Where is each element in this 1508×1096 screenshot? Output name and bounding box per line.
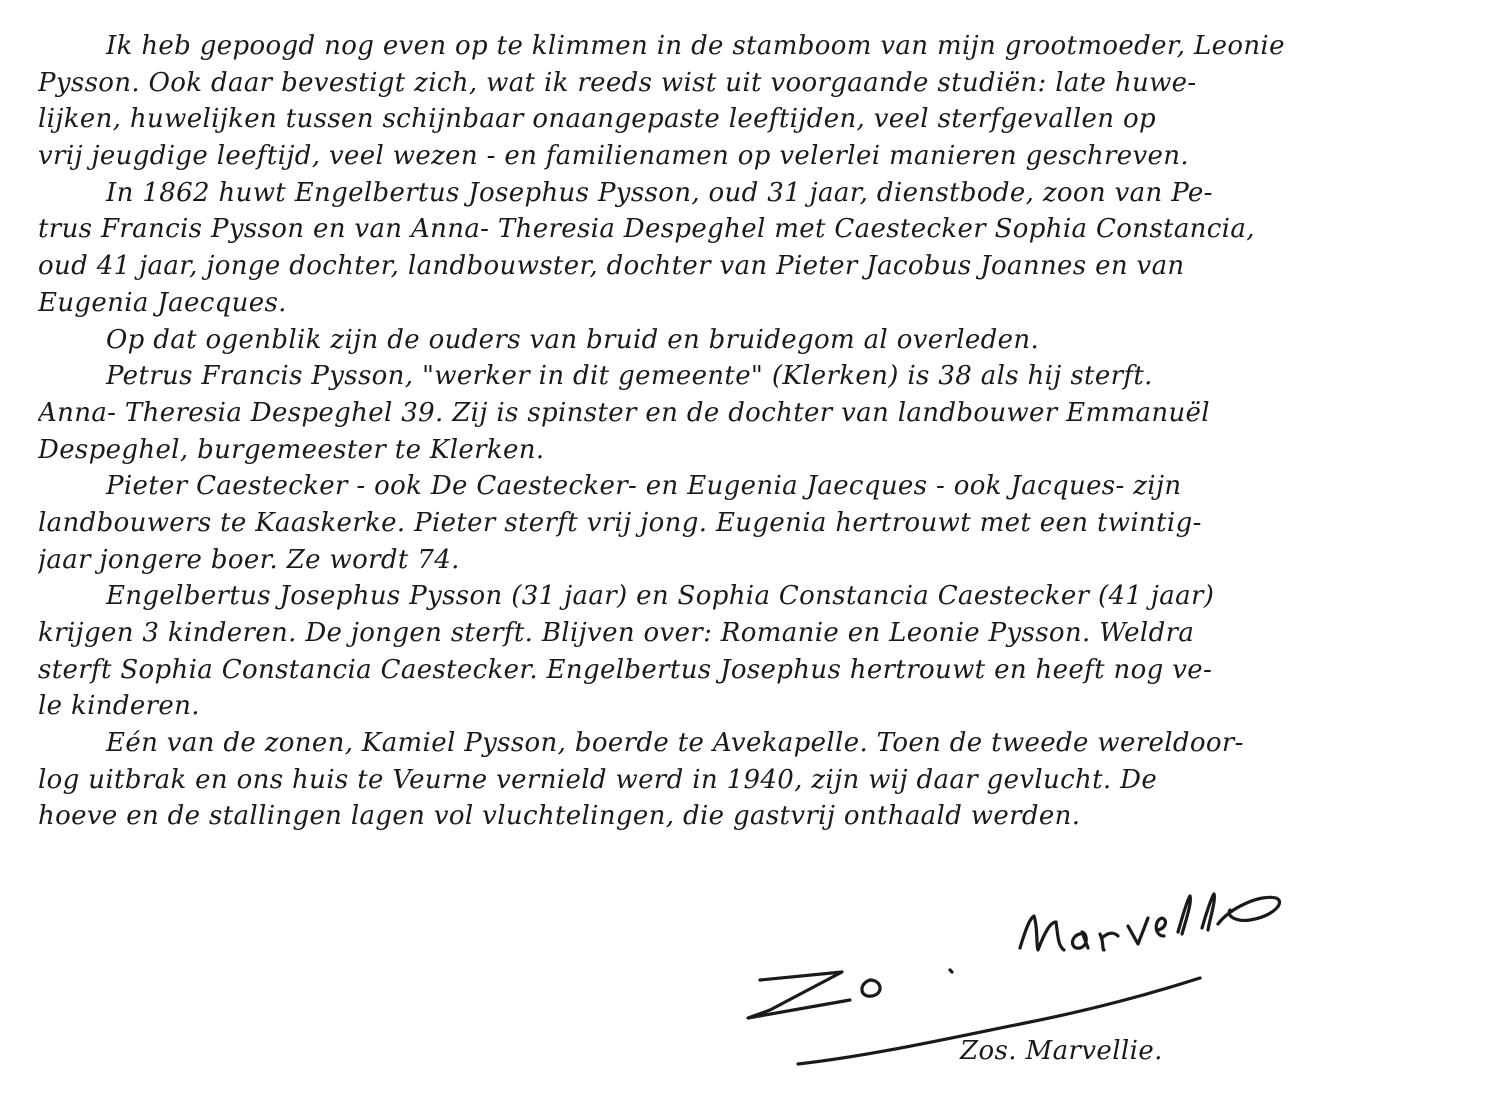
text-line: hoeve en de stallingen lagen vol vluchtelingen, die gastvrij onthaald werden.	[38, 801, 1081, 832]
text-line: Pysson. Ook daar bevestigt zich, wat ik reeds wist uit voorgaande studiën: late huwe-	[38, 67, 1197, 98]
text-line: Eén van de zonen, Kamiel Pysson, boerde te Avekapelle. Toen de tweede wereldoor-	[106, 728, 1244, 759]
text-line: In 1862 huwt Engelbertus Josephus Pysson, oud 31 jaar, dienstbode, zoon van Pe-	[106, 177, 1213, 208]
text-line: Ik heb gepoogd nog even op te klimmen in de stamboom van mijn grootmoeder, Leonie	[106, 31, 1285, 61]
text-line: le kinderen.	[38, 691, 200, 722]
text-line: krijgen 3 kinderen. De jongen sterft. Blijven over: Romanie en Leonie Pysson. Weldra	[38, 618, 1195, 648]
text-line: sterft Sophia Constancia Caestecker. Engelbertus Josephus hertrouwt en heeft nog ve-	[38, 654, 1213, 685]
text-line: Anna- Theresia Despeghel 39. Zij is spinster en de dochter van landbouwer Emmanuël	[38, 397, 1210, 428]
text-line: oud 41 jaar, jonge dochter, landbouwster, dochter van Pieter Jacobus Joannes en van	[38, 251, 1185, 282]
signature-name: Zos. Marvellie.	[960, 1036, 1163, 1066]
text-line: lijken, huwelijken tussen schijnbaar onaangepaste leeftijden, veel sterfgevallen op	[38, 104, 1156, 135]
text-line: log uitbrak en ons huis te Veurne vernield werd in 1940, zijn wij daar gevlucht. De	[38, 764, 1158, 795]
text-line: Op dat ogenblik zijn de ouders van bruid en bruidegom al overleden.	[106, 324, 1040, 355]
text-line: Engelbertus Josephus Pysson (31 jaar) en Sophia Constancia Caestecker (41 jaar)	[106, 581, 1215, 612]
text-line: vrij jeugdige leeftijd, veel wezen - en familienamen op velerlei manieren geschreven.	[38, 141, 1189, 172]
body-text	[38, 28, 1483, 835]
text-line: Petrus Francis Pysson, "werker in dit gemeente" (Klerken) is 38 als hij sterft.	[106, 361, 1153, 392]
text-line: trus Francis Pysson en van Anna- Theresia Despeghel met Caestecker Sophia Constancia,	[38, 214, 1255, 245]
text-line: landbouwers te Kaaskerke. Pieter sterft vrij jong. Eugenia hertrouwt met een twintig-	[38, 507, 1202, 538]
text-line: Despeghel, burgemeester te Klerken.	[38, 434, 545, 465]
text-line: jaar jongere boer. Ze wordt 74.	[38, 544, 460, 575]
text-line: Eugenia Jaecques.	[38, 287, 287, 318]
text-line: Pieter Caestecker - ook De Caestecker- en Eugenia Jaecques - ook Jacques- zijn	[106, 471, 1182, 502]
